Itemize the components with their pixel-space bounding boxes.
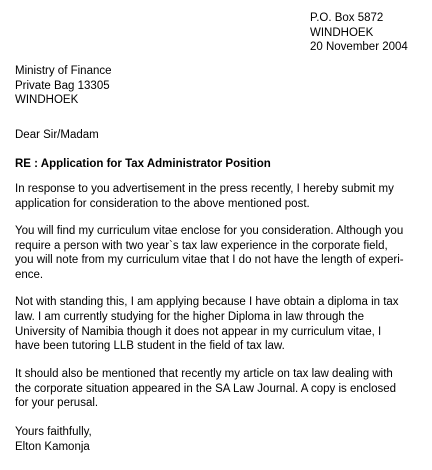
paragraph-line: application for consideration to the above mentioned post. xyxy=(15,198,310,210)
paragraph-line: you will note from my curriculum vitae that I do not have the length of experi- xyxy=(15,254,404,266)
sender-address-line-2: WINDHOEK xyxy=(310,27,374,39)
recipient-address-line-2: Private Bag 13305 xyxy=(15,80,110,92)
salutation: Dear Sir/Madam xyxy=(15,129,99,141)
paragraph-line: for your perusal. xyxy=(15,397,99,409)
subject-line: RE : Application for Tax Administrator Position xyxy=(15,158,271,170)
sender-address-line-1: P.O. Box 5872 xyxy=(310,12,384,24)
paragraph-line: require a person with two year`s tax law experience in the corporate field, xyxy=(15,240,388,252)
paragraph-line: Not with standing this, I am applying because I have obtain a diploma in tax xyxy=(15,296,399,308)
letter-date: 20 November 2004 xyxy=(310,41,408,53)
paragraph-line: University of Namibia though it does not appear in my curriculum vitae, I xyxy=(15,326,382,338)
paragraph-line: the corporate situation appeared in the SA Law Journal. A copy is enclosed xyxy=(15,383,397,395)
paragraph-line: law. I am currently studying for the higher Diploma in law through the xyxy=(15,311,365,323)
closing: Yours faithfully, xyxy=(15,426,92,438)
recipient-address-line-1: Ministry of Finance xyxy=(15,65,112,77)
paragraph-line: In response to you advertisement in the press recently, I hereby submit my xyxy=(15,183,394,195)
paragraph-line: have been tutoring LLB student in the field of tax law. xyxy=(15,340,285,352)
paragraph-line: ence. xyxy=(15,269,44,281)
paragraph-line: It should also be mentioned that recently my article on tax law dealing with xyxy=(15,368,393,380)
signature-name: Elton Kamonja xyxy=(15,441,90,453)
paragraph-line: You will find my curriculum vitae enclose for you consideration. Although you xyxy=(15,225,404,237)
recipient-address-line-3: WINDHOEK xyxy=(15,94,79,106)
